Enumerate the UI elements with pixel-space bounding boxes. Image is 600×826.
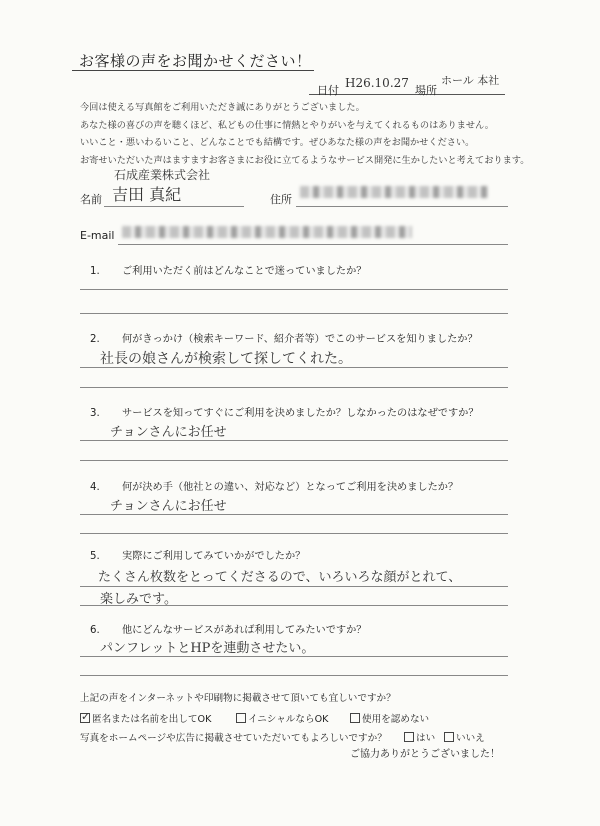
intro-line: 今回は使える写真館をご利用いただき誠にありがとうございました。 (80, 102, 365, 113)
answer-line[interactable] (80, 460, 508, 461)
photo-consent-yes[interactable] (404, 730, 435, 744)
answer-2: 社長の娘さんが検索して探してくれた。 (100, 351, 352, 367)
answer-line[interactable] (80, 605, 508, 606)
consent-option-initials[interactable] (236, 711, 328, 725)
question-text: ご利用いただく前はどんなことで迷っていましたか？ (122, 266, 367, 277)
checkbox[interactable] (236, 713, 246, 723)
question-number: 3. (90, 408, 100, 419)
question-2 (90, 330, 478, 345)
answer-line[interactable] (80, 586, 508, 587)
intro-line: いいこと・悪いわるいこと、どんなことでも結構です。ぜひあなた様の声をお聞かせください。 (80, 137, 475, 149)
answer-line[interactable] (80, 675, 508, 676)
redacted-address (300, 186, 488, 198)
answer-6: パンフレットとHPを連動させたい。 (100, 641, 315, 656)
checkbox-checked[interactable]: ✓ (81, 710, 91, 723)
question-6 (90, 621, 367, 636)
answer-line[interactable] (80, 367, 508, 368)
name-label: 名前 (80, 193, 102, 206)
photo-consent-question: 写真をホームページや広告に掲載させていただいてもよろしいですか？ (80, 733, 387, 744)
question-number: 1. (90, 266, 100, 277)
intro-line: あなた様の喜びの声を聴くほど、私どもの仕事に情熱とやりがいを与えてくれるものはありません。 (80, 119, 494, 131)
name-value: 吉田 真紀 (112, 185, 182, 204)
form-title: お客様の声をお聞かせください！ (79, 52, 312, 70)
yes-label: はい (416, 733, 436, 744)
redacted-email (122, 226, 412, 238)
question-3 (90, 404, 479, 419)
consent-option-label: 匿名または名前を出してOK (92, 714, 212, 725)
company-value: 石成産業株式会社 (114, 168, 211, 182)
email-label: E-mail (80, 229, 115, 242)
answer-line[interactable] (80, 514, 508, 515)
question-text: 実際にご利用してみていかがでしたか？ (122, 551, 306, 562)
checkbox[interactable] (404, 732, 414, 742)
question-number: 6. (90, 625, 100, 636)
answer-5-line-2: 楽しみです。 (100, 592, 177, 607)
address-field-line[interactable] (296, 206, 508, 207)
question-1 (90, 262, 367, 277)
consent-option-named[interactable] (80, 711, 211, 725)
address-label: 住所 (270, 193, 292, 206)
consent-option-deny[interactable] (350, 711, 429, 725)
place-value: ホール 本社 (441, 74, 500, 87)
answer-line[interactable] (80, 533, 508, 534)
answer-line[interactable] (80, 440, 508, 441)
question-text: 何が決め手（他社との違い、対応など）となってご利用を決めましたか？ (122, 482, 459, 493)
answer-line[interactable] (80, 313, 508, 314)
photo-consent-no[interactable] (444, 730, 485, 744)
question-number: 2. (90, 334, 100, 345)
name-field-line[interactable] (104, 206, 244, 207)
date-place-field[interactable] (309, 74, 505, 97)
answer-line[interactable] (80, 387, 508, 388)
place-label: 場所 (415, 84, 437, 97)
answer-3: チョンさんにお任せ (110, 425, 227, 440)
answer-5-line-1: たくさん枚数をとってくださるので、いろいろな顔がとれて、 (98, 570, 462, 585)
intro-line: お寄せいただいた声はますますお客さまにお役に立てるようなサービス開発に生かしたいと考えております。 (80, 154, 530, 166)
email-field-line[interactable] (118, 244, 508, 245)
consent-option-label: 使用を認めない (362, 714, 430, 725)
no-label: いいえ (456, 733, 485, 744)
question-text: 何がきっかけ（検索キーワード、紹介者等）でこのサービスを知りましたか？ (122, 334, 478, 345)
question-number: 4. (90, 482, 100, 493)
question-4 (90, 478, 458, 493)
thanks-message: ご協力ありがとうございました！ (350, 749, 500, 760)
date-label: 日付 (317, 84, 339, 97)
checkbox[interactable] (444, 732, 454, 742)
intro-text (80, 99, 529, 169)
answer-line[interactable] (80, 289, 508, 290)
question-5 (90, 547, 305, 562)
answer-line[interactable] (80, 656, 508, 657)
title-underline (72, 70, 314, 71)
question-number: 5. (90, 551, 100, 562)
question-text: サービスを知ってすぐにご利用を決めましたか？しなかったのはなぜですか？ (122, 408, 479, 419)
consent-option-label: イニシャルならOK (248, 714, 329, 725)
date-value: H26.10.27 (345, 76, 409, 90)
answer-4: チョンさんにお任せ (110, 499, 227, 514)
question-text: 他にどんなサービスがあれば利用してみたいですか？ (122, 625, 367, 636)
checkbox[interactable] (350, 713, 360, 723)
consent-question: 上記の声をインターネットや印刷物に掲載させて頂いても宜しいですか？ (80, 693, 396, 704)
